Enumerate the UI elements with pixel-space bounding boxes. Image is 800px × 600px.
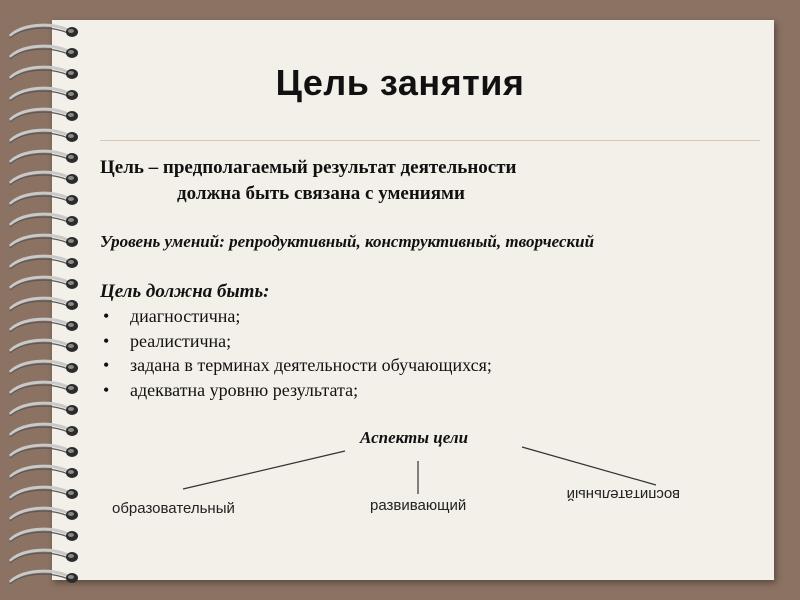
connector-educational	[183, 451, 345, 489]
slide-title: Цель занятия	[275, 62, 525, 103]
list-item: • адекватна уровню результата;	[103, 379, 359, 400]
requirements-heading: Цель должна быть:	[100, 281, 270, 302]
list-item: • реалистична;	[103, 330, 232, 351]
definition-line-2: должна быть связана с умениями	[177, 183, 465, 204]
connector-upbringing	[522, 447, 656, 485]
list-item: • диагностична;	[103, 306, 241, 326]
bullet-icon: •	[103, 379, 110, 400]
aspect-upbringing: воспитательный	[566, 486, 680, 503]
skill-levels-text: Уровень умений: репродуктивный, конструктивный, творческий	[100, 232, 595, 251]
aspects-heading: Аспекты цели	[360, 428, 469, 447]
list-item: • задана в терминах деятельности обучающихся;	[103, 355, 492, 375]
bullet-icon: •	[103, 355, 110, 375]
aspect-educational: образовательный	[112, 500, 235, 517]
bullet-icon: •	[103, 330, 110, 351]
definition-line-1: Цель – предполагаемый результат деятельности	[100, 157, 517, 178]
bullet-icon: •	[103, 306, 110, 326]
aspect-developmental: развивающий	[370, 497, 467, 514]
